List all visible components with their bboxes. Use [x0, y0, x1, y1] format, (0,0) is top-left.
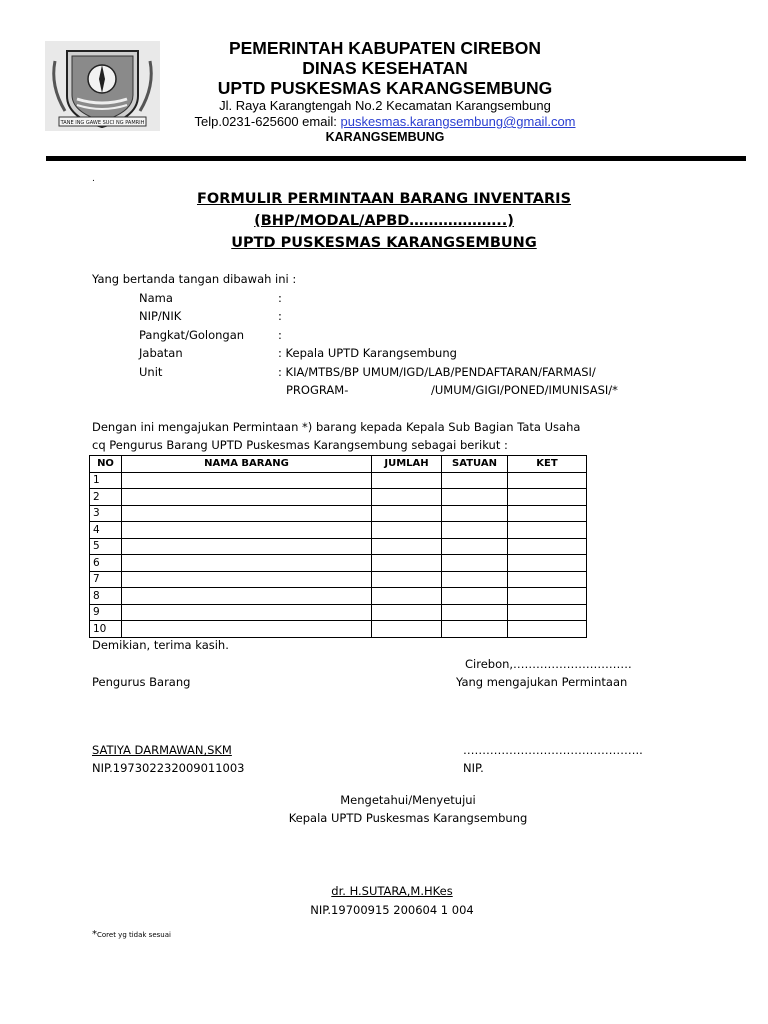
cell-nama[interactable]: [122, 621, 372, 638]
table-row: [90, 489, 587, 506]
place-date: Cirebon,………………………….: [465, 657, 632, 671]
cell-ket[interactable]: [508, 555, 587, 572]
cell-ket[interactable]: [508, 604, 587, 621]
intro-text: Yang bertanda tangan dibawah ini :: [92, 272, 297, 286]
cell-nama[interactable]: [122, 555, 372, 572]
cell-ket[interactable]: [508, 472, 587, 489]
field-label-pangkat: Pangkat/Golongan: [139, 328, 245, 342]
cell-jumlah[interactable]: [372, 538, 442, 555]
cell-satuan[interactable]: [442, 621, 508, 638]
cell-satuan[interactable]: [442, 571, 508, 588]
unit-continuation: /UMUM/GIGI/PONED/IMUNISASI/*: [431, 383, 618, 397]
field-value-jabatan: : Kepala UPTD Karangsembung: [278, 346, 457, 360]
form-unit: UPTD PUSKESMAS KARANGSEMBUNG: [231, 235, 537, 251]
cell-nama[interactable]: [122, 489, 372, 506]
cell-jumlah[interactable]: [372, 621, 442, 638]
cell-satuan[interactable]: [442, 604, 508, 621]
row-number: 4: [90, 522, 122, 539]
cell-nama[interactable]: [122, 588, 372, 605]
cell-jumlah[interactable]: [372, 472, 442, 489]
table-row: [90, 472, 587, 489]
row-number: 3: [90, 505, 122, 522]
cell-nama[interactable]: [122, 604, 372, 621]
cell-jumlah[interactable]: [372, 555, 442, 572]
table-row: [90, 538, 587, 555]
cell-ket[interactable]: [508, 621, 587, 638]
table-row: [90, 588, 587, 605]
row-number: 9: [90, 604, 122, 621]
regency-logo: [45, 41, 160, 131]
stray-dot: .: [92, 174, 95, 184]
cell-satuan[interactable]: [442, 588, 508, 605]
cell-ket[interactable]: [508, 538, 587, 555]
right-signer-role: Yang mengajukan Permintaan: [456, 675, 628, 689]
request-line-1: Dengan ini mengajukan Permintaan *) barang kepada Kepala Sub Bagian Tata Usaha: [92, 420, 581, 434]
row-number: 7: [90, 571, 122, 588]
head-name: dr. H.SUTARA,M.HKes: [331, 884, 453, 898]
email-link[interactable]: puskesmas.karangsembung@gmail.com: [340, 114, 576, 129]
svg-text:TANE ING GAWE SUCI NG PAMRIH: TANE ING GAWE SUCI NG PAMRIH: [60, 120, 145, 126]
left-signer-nip: NIP.197302232009011003: [92, 761, 245, 775]
table-row: [90, 621, 587, 638]
table-row: [90, 505, 587, 522]
cell-ket[interactable]: [508, 489, 587, 506]
field-label-jabatan: Jabatan: [139, 346, 183, 360]
unit-program: PROGRAM-: [286, 383, 349, 397]
table-row: [90, 555, 587, 572]
cell-satuan[interactable]: [442, 555, 508, 572]
form-subtitle: (BHP/MODAL/APBD………………..): [254, 213, 514, 229]
left-signer-name: SATIYA DARMAWAN,SKM: [92, 743, 232, 757]
col-ket: KET: [508, 456, 587, 473]
header-unit: UPTD PUSKESMAS KARANGSEMBUNG: [217, 78, 553, 98]
cell-ket[interactable]: [508, 588, 587, 605]
footnote-mark: *: [92, 929, 97, 940]
table-row: [90, 522, 587, 539]
row-number: 8: [90, 588, 122, 605]
footnote: [92, 922, 171, 941]
cell-satuan[interactable]: [442, 472, 508, 489]
header-divider: [46, 156, 746, 161]
cell-nama[interactable]: [122, 472, 372, 489]
cell-satuan[interactable]: [442, 522, 508, 539]
right-signer-name: ………………………………………..: [463, 743, 643, 757]
cell-satuan[interactable]: [442, 489, 508, 506]
cell-ket[interactable]: [508, 505, 587, 522]
left-signer-role: Pengurus Barang: [92, 675, 191, 689]
closing-text: Demikian, terima kasih.: [92, 638, 229, 652]
field-value-pangkat: :: [278, 328, 282, 342]
header-phone: Telp.0231-625600 email:: [194, 114, 341, 129]
field-value-nip: :: [278, 309, 282, 323]
cell-nama[interactable]: [122, 538, 372, 555]
col-jumlah: JUMLAH: [372, 456, 442, 473]
row-number: 5: [90, 538, 122, 555]
col-no: NO: [90, 456, 122, 473]
col-nama-barang: NAMA BARANG: [122, 456, 372, 473]
footnote-text: Coret yg tidak sesuai: [97, 931, 171, 939]
field-label-unit: Unit: [139, 365, 163, 379]
header-address: Jl. Raya Karangtengah No.2 Kecamatan Karangsembung: [219, 98, 551, 113]
header-dept: DINAS KESEHATAN: [302, 58, 468, 78]
table-header-row: [90, 456, 587, 473]
approval-position: Kepala UPTD Puskesmas Karangsembung: [288, 811, 528, 825]
row-number: 2: [90, 489, 122, 506]
right-signer-nip: NIP.: [463, 761, 484, 775]
header-gov: PEMERINTAH KABUPATEN CIREBON: [228, 38, 542, 58]
field-label-nama: Nama: [139, 291, 173, 305]
cell-jumlah[interactable]: [372, 571, 442, 588]
cell-nama[interactable]: [122, 505, 372, 522]
header-city: KARANGSEMBUNG: [325, 130, 445, 144]
cell-jumlah[interactable]: [372, 588, 442, 605]
cell-nama[interactable]: [122, 522, 372, 539]
table-row: [90, 604, 587, 621]
approval-label: Mengetahui/Menyetujui: [340, 793, 476, 807]
items-table: [89, 455, 587, 638]
request-line-2: cq Pengurus Barang UPTD Puskesmas Karangsembung sebagai berikut :: [92, 438, 508, 452]
row-number: 10: [90, 621, 122, 638]
row-number: 1: [90, 472, 122, 489]
cell-nama[interactable]: [122, 571, 372, 588]
table-row: [90, 571, 587, 588]
cell-jumlah[interactable]: [372, 522, 442, 539]
cell-satuan[interactable]: [442, 505, 508, 522]
cell-ket[interactable]: [508, 522, 587, 539]
cell-jumlah[interactable]: [372, 505, 442, 522]
header-contact: [150, 114, 620, 129]
field-label-nip: NIP/NIK: [139, 309, 182, 323]
field-value-unit: : KIA/MTBS/BP UMUM/IGD/LAB/PENDAFTARAN/FARMASI/: [278, 365, 596, 379]
cell-jumlah[interactable]: [372, 489, 442, 506]
form-title: FORMULIR PERMINTAAN BARANG INVENTARIS: [196, 191, 572, 207]
cell-satuan[interactable]: [442, 538, 508, 555]
field-value-nama: :: [278, 291, 282, 305]
cell-ket[interactable]: [508, 571, 587, 588]
cell-jumlah[interactable]: [372, 604, 442, 621]
head-nip: NIP.19700915 200604 1 004: [310, 903, 474, 917]
row-number: 6: [90, 555, 122, 572]
col-satuan: SATUAN: [442, 456, 508, 473]
